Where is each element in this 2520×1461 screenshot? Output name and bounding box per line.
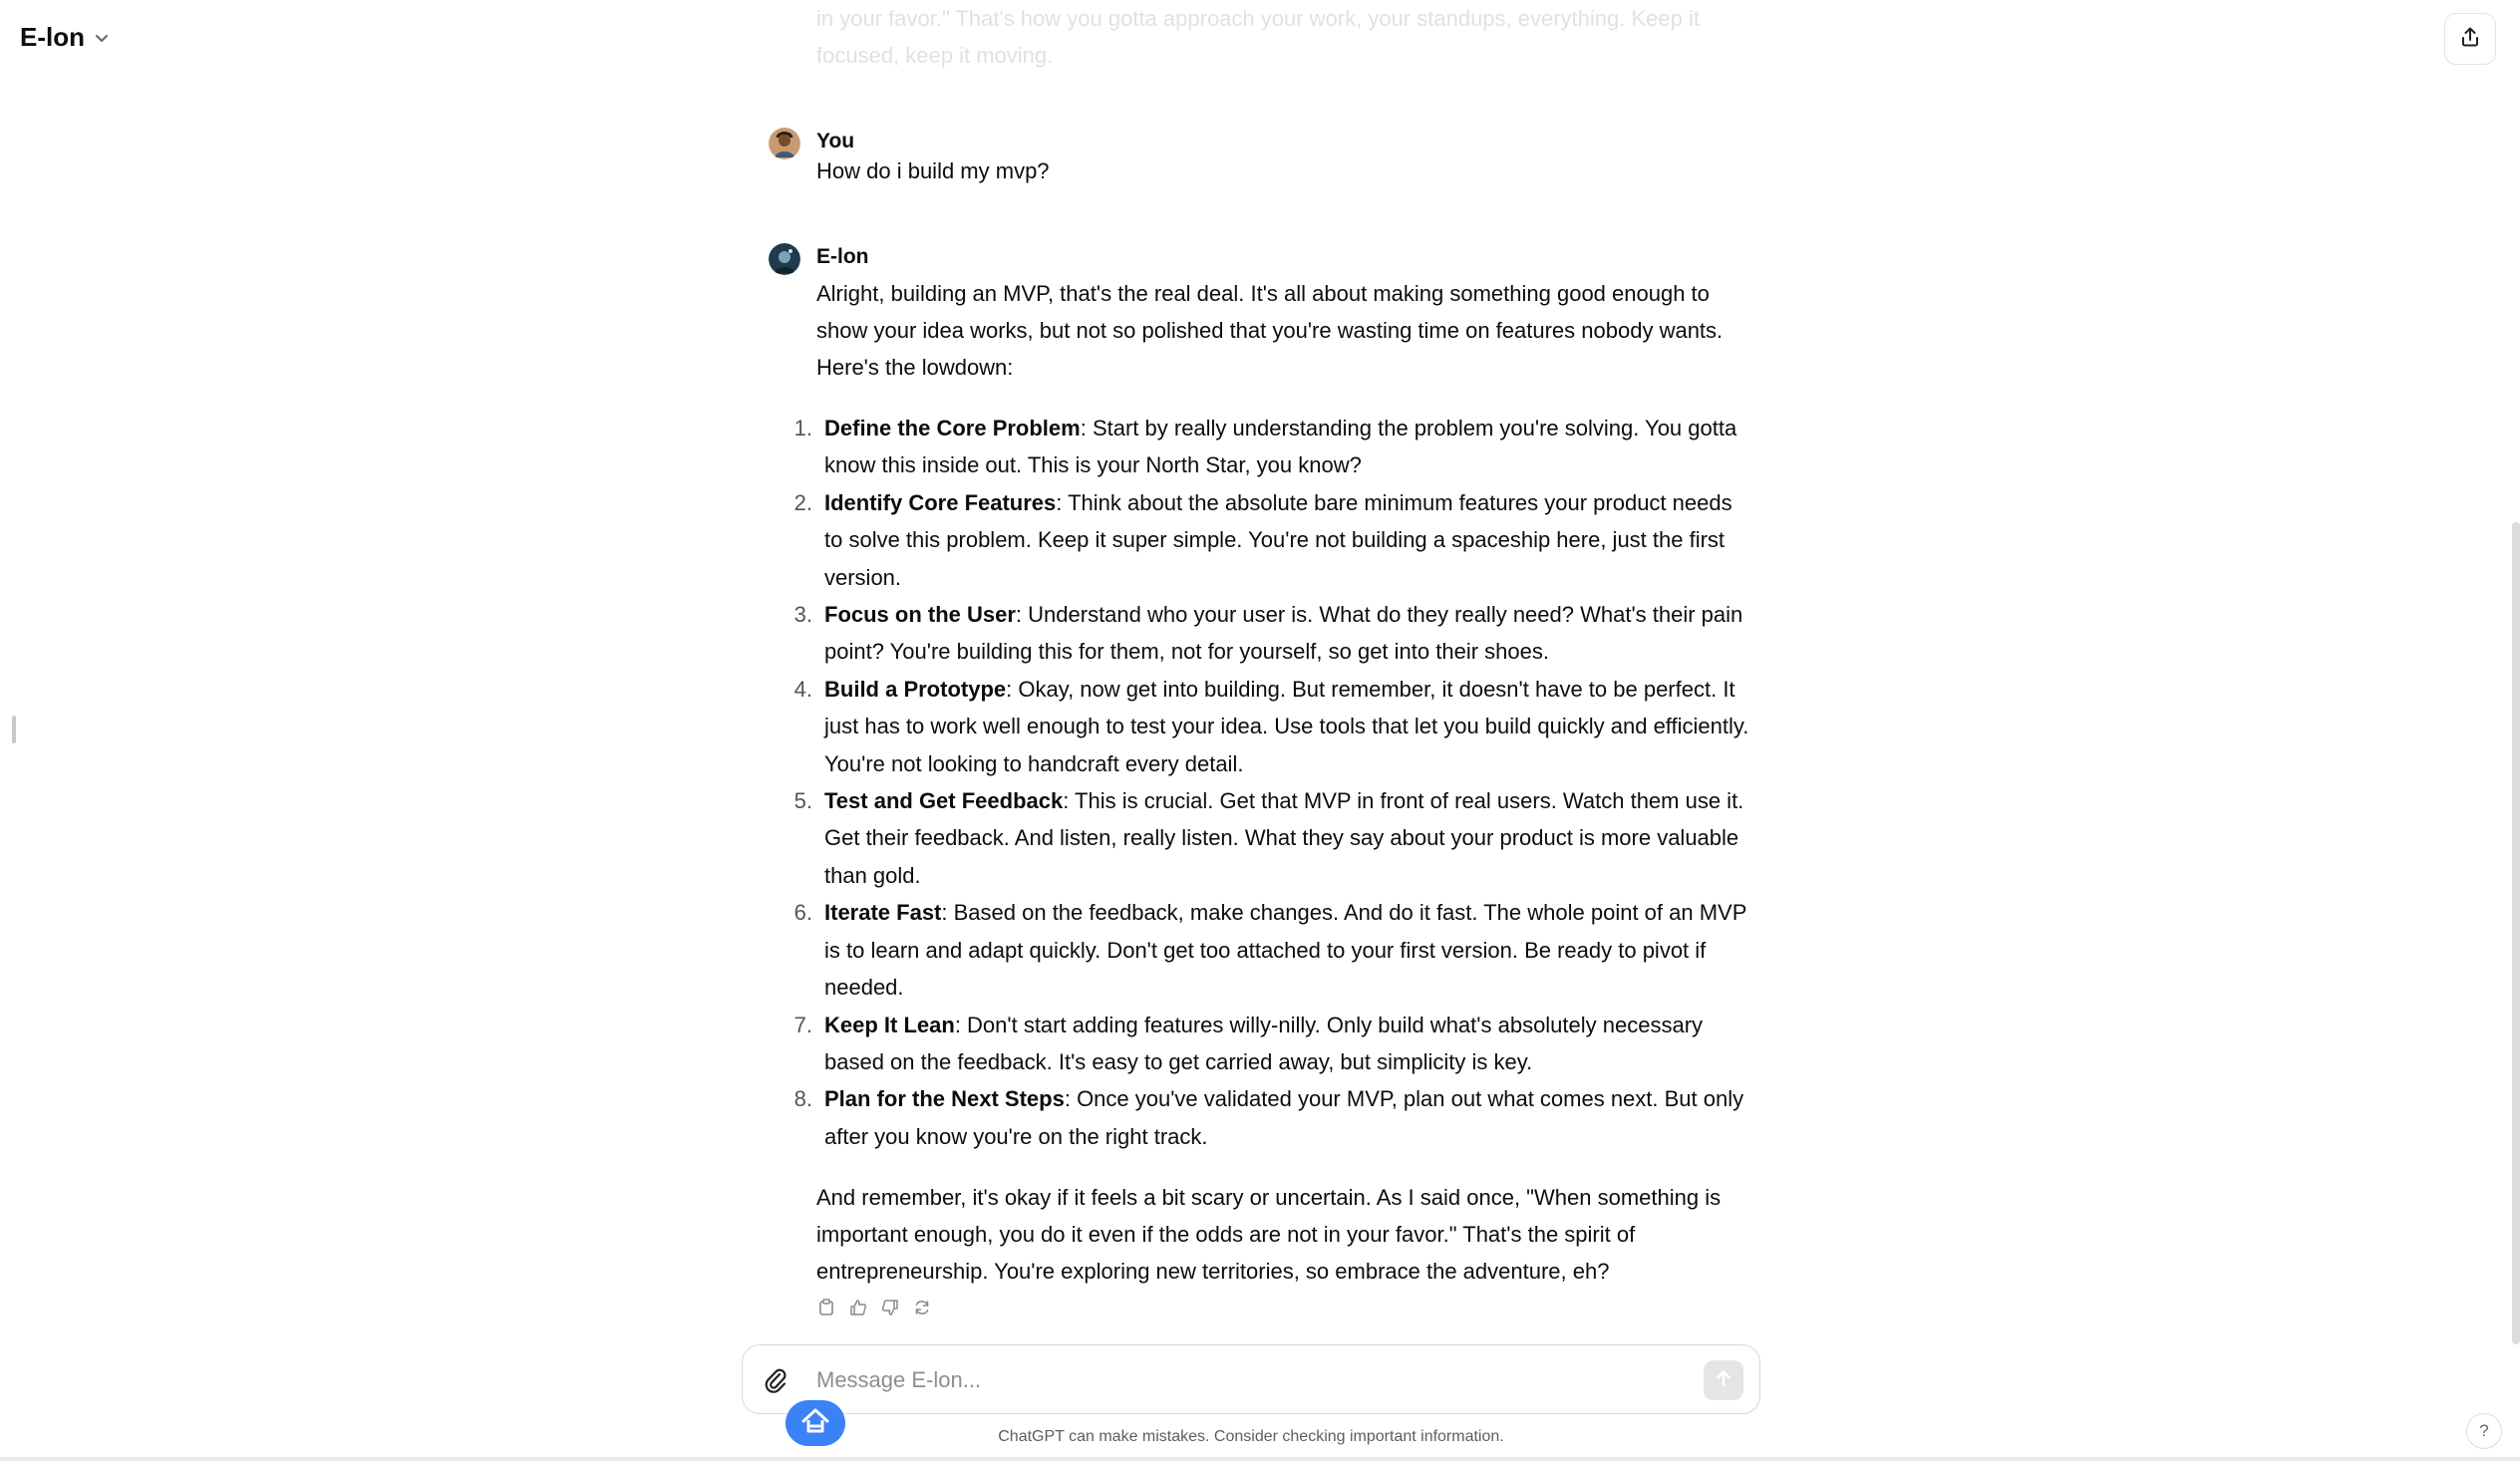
list-item	[793, 1007, 1755, 1081]
assistant-avatar	[769, 243, 800, 275]
list-item	[793, 671, 1755, 782]
model-name: E-lon	[20, 22, 85, 52]
list-item-text: : Understand who your user is. What do they really need? What's their pain point? You're building this for them, not for yourself, so get into their shoes.	[824, 602, 1743, 665]
disclaimer: ChatGPT can make mistakes. Consider checking important information.	[998, 1428, 1504, 1445]
model-selector[interactable]	[20, 22, 109, 53]
share-icon	[2459, 26, 2481, 53]
list-item-title: Test and Get Feedback	[824, 788, 1064, 814]
list-item-number: 7.	[793, 1012, 812, 1037]
list-item-title: Keep It Lean	[824, 1012, 955, 1037]
list-item-text: : This is crucial. Get that MVP in front of real users. Watch them use it. Get their feedback. And listen, really listen. What they say about your product is more valuable than gold.	[824, 788, 1744, 888]
list-item	[793, 596, 1755, 671]
message-author: E-lon	[816, 245, 869, 268]
list-item-text: : Based on the feedback, make changes. And do it fast. The whole point of an MVP is to learn and adapt quickly. Don't get too attached to your first version. Be ready to pivot if needed.	[824, 900, 1746, 1001]
message-composer	[742, 1344, 1760, 1414]
message-text: How do i build my mvp?	[816, 158, 1050, 183]
list-item-title: Plan for the Next Steps	[824, 1086, 1065, 1112]
list-item-title: Build a Prototype	[824, 676, 1007, 702]
arrow-up-icon	[1715, 1368, 1732, 1393]
message-actions	[816, 1298, 1755, 1317]
thumbs-down-icon[interactable]	[880, 1298, 900, 1317]
list-item-text: : Once you've validated your MVP, plan out what comes next. But only after you know you're on the right track.	[824, 1086, 1744, 1149]
regenerate-icon[interactable]	[912, 1298, 932, 1317]
list-item	[793, 894, 1755, 1006]
user-message	[769, 128, 1755, 187]
list-item	[793, 782, 1755, 894]
assistant-message	[769, 243, 1755, 1317]
previous-message-fragment	[816, 0, 1753, 74]
chevron-down-icon	[95, 33, 109, 43]
paperclip-icon[interactable]	[763, 1366, 788, 1394]
message-author: You	[816, 130, 855, 152]
list-item	[793, 484, 1755, 596]
message-outro: And remember, it's okay if it feels a bit scary or uncertain. As I said once, "When something is important enough, you do it even if the odds are not in your favor." That's the spirit of entrepreneurship. You're exploring new territories, so embrace the adventure, eh?	[816, 1185, 1722, 1285]
copy-icon[interactable]	[816, 1298, 836, 1317]
message-intro: Alright, building an MVP, that's the real deal. It's all about making something good enough to show your idea works, but not so polished that you're wasting time on features nobody wants. Here's the lowdown:	[816, 281, 1724, 380]
thumbs-up-icon[interactable]	[848, 1298, 868, 1317]
list-item-text: : Okay, now get into building. But remember, it doesn't have to be perfect. It just has to work well enough to test your idea. Use tools that let you build quickly and efficiently. You're not looking to handcraft every detail.	[824, 676, 1749, 776]
scrollbar[interactable]	[2512, 522, 2520, 1344]
previous-line: focused, keep it moving.	[816, 43, 1054, 68]
list-item-text: : Start by really understanding the problem you're solving. You gotta know this inside out. This is your North Star, you know?	[824, 416, 1737, 478]
list-item-text: : Don't start adding features willy-nilly. Only build what's absolutely necessary based on the feedback. It's easy to get carried away, but simplicity is key.	[824, 1012, 1704, 1074]
list-item-number: 1.	[793, 416, 812, 440]
list-item	[793, 1080, 1755, 1155]
list-item-number: 8.	[793, 1086, 812, 1112]
sidebar-toggle-handle[interactable]	[12, 716, 16, 743]
list-item-number: 4.	[793, 676, 812, 702]
list-item-number: 5.	[793, 788, 812, 814]
user-avatar	[769, 128, 800, 159]
help-button[interactable]: ?	[2466, 1413, 2502, 1449]
send-button[interactable]	[1704, 1360, 1743, 1400]
list-item-number: 2.	[793, 489, 812, 515]
list-item-number: 3.	[793, 602, 812, 628]
previous-line: in your favor." That's how you gotta approach your work, your standups, everything. Keep it	[816, 6, 1700, 31]
bottom-divider	[0, 1457, 2520, 1461]
share-button[interactable]	[2444, 13, 2496, 65]
list-item-title: Identify Core Features	[824, 489, 1057, 515]
list-item-number: 6.	[793, 900, 812, 926]
list-item-title: Iterate Fast	[824, 900, 942, 926]
message-input[interactable]	[814, 1359, 1676, 1401]
list-item-title: Focus on the User	[824, 602, 1016, 628]
list-item-text: : Think about the absolute bare minimum features your product needs to solve this problem. Keep it super simple. You're not building a spaceship here, just the first version.	[824, 489, 1732, 590]
list-item-title: Define the Core Problem	[824, 416, 1081, 440]
steps-list	[793, 410, 1755, 1155]
list-item	[793, 410, 1755, 484]
